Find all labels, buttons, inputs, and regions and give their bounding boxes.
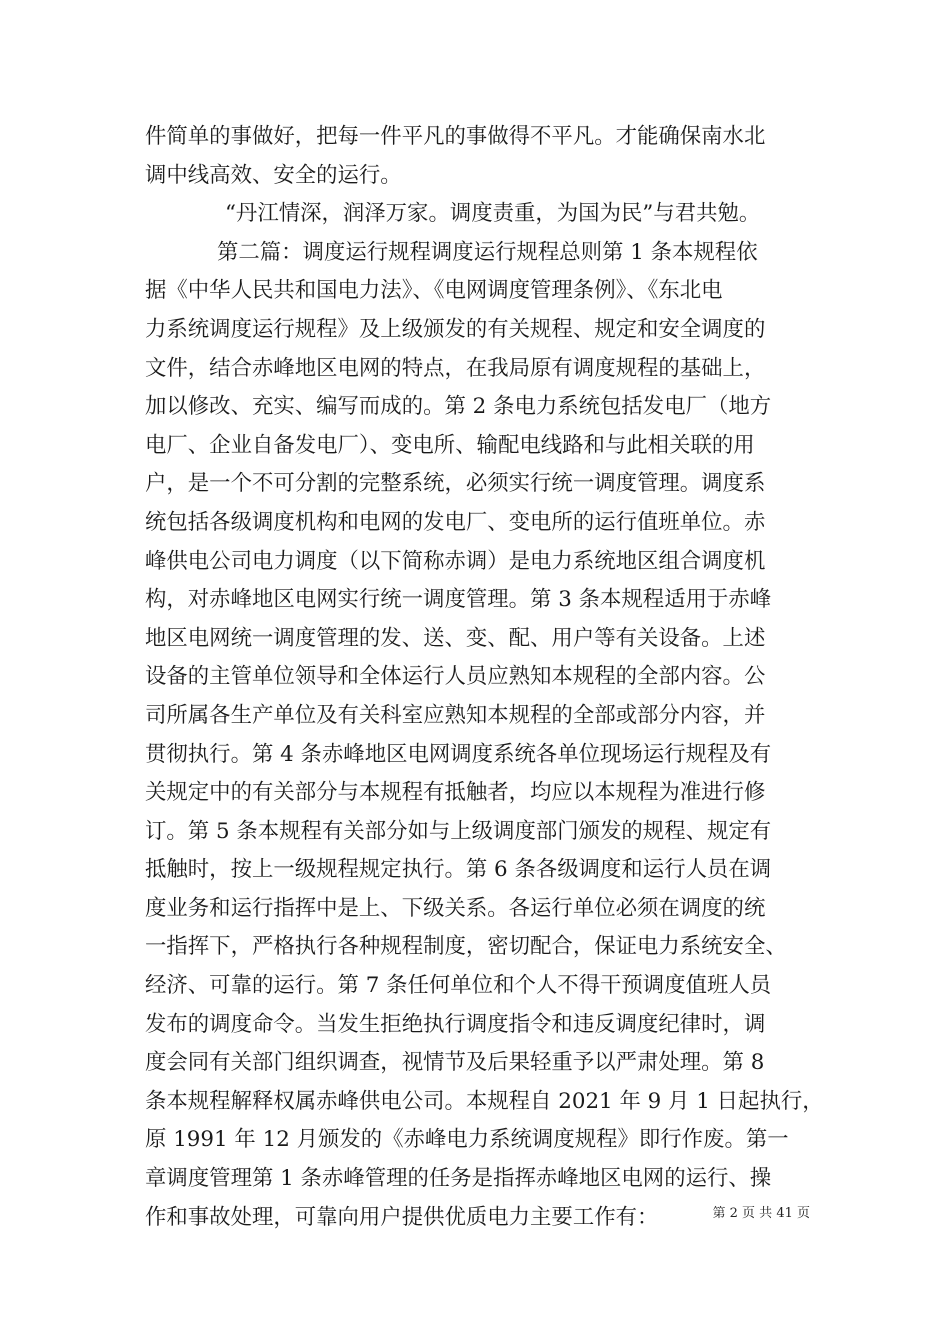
text-line: 条本规程解释权属赤峰供电公司。本规程自 2021 年 9 月 1 日起执行，	[145, 1088, 824, 1114]
text-line: 构，对赤峰地区电网实行统一调度管理。第 3 条本规程适用于赤峰	[145, 587, 772, 613]
text-line: 度会同有关部门组织调查，视情节及后果轻重予以严肃处理。第 8	[145, 1050, 765, 1076]
text-line: 据《中华人民共和国电力法》、《电网调度管理条例》、《东北电	[145, 278, 723, 304]
text-line: 加以修改、充实、编写而成的。第 2 条电力系统包括发电厂（地方	[145, 394, 772, 420]
text-line: 设备的主管单位领导和全体运行人员应熟知本规程的全部内容。公	[145, 664, 766, 690]
text-line: 地区电网统一调度管理的发、送、变、配、用户等有关设备。上述	[145, 625, 766, 651]
text-line: 力系统调度运行规程》及上级颁发的有关规程、规定和安全调度的	[145, 316, 766, 342]
text-line: 关规定中的有关部分与本规程有抵触者，均应以本规程为准进行修	[145, 780, 766, 806]
text-line: 峰供电公司电力调度（以下简称赤调）是电力系统地区组合调度机	[145, 548, 766, 574]
text-line: 章调度管理第 1 条赤峰管理的任务是指挥赤峰地区电网的运行、操	[145, 1166, 772, 1192]
text-line: 件简单的事做好，把每一件平凡的事做得不平凡。才能确保南水北	[145, 124, 766, 149]
text-line: 经济、可靠的运行。第 7 条任何单位和个人不得干预调度值班人员	[145, 973, 772, 999]
text-line: 文件，结合赤峰地区电网的特点，在我局原有调度规程的基础上，	[145, 355, 766, 381]
text-line: 度业务和运行指挥中是上、下级关系。各运行单位必须在调度的统	[145, 895, 766, 921]
text-line: “丹江情深，润泽万家。调度责重，为国为民”与君共勉。	[225, 201, 761, 227]
text-line: 订。第 5 条本规程有关部分如与上级调度部门颁发的规程、规定有	[145, 818, 772, 844]
text-line: 原 1991 年 12 月颁发的《赤峰电力系统调度规程》即行作废。第一	[145, 1127, 789, 1153]
text-line: 抵触时，按上一级规程规定执行。第 6 条各级调度和运行人员在调	[145, 857, 772, 883]
text-line: 司所属各生产单位及有关科室应熟知本规程的全部或部分内容，并	[145, 702, 766, 728]
text-line: 统包括各级调度机构和电网的发电厂、变电所的运行值班单位。赤	[145, 509, 766, 535]
text-line: 一指挥下，严格执行各种规程制度，密切配合，保证电力系统安全、	[145, 934, 787, 960]
body-text	[145, 118, 824, 1237]
text-line: 电厂、企业自备发电厂）、变电所、输配电线路和与此相关联的用	[145, 432, 755, 458]
text-line: 第二篇：调度运行规程调度运行规程总则第 1 条本规程依	[217, 239, 758, 265]
text-line: 发布的调度命令。当发生拒绝执行调度指令和违反调度纪律时，调	[145, 1011, 766, 1037]
text-line: 调中线高效、安全的运行。	[145, 162, 402, 188]
text-line: 贯彻执行。第 4 条赤峰地区电网调度系统各单位现场运行规程及有	[145, 741, 772, 767]
text-line: 作和事故处理，可靠向用户提供优质电力主要工作有：	[145, 1204, 659, 1230]
page-number: 第 2 页 共 41 页	[712, 1206, 810, 1221]
text-line: 户，是一个不可分割的完整系统，必须实行统一调度管理。调度系	[145, 471, 766, 497]
